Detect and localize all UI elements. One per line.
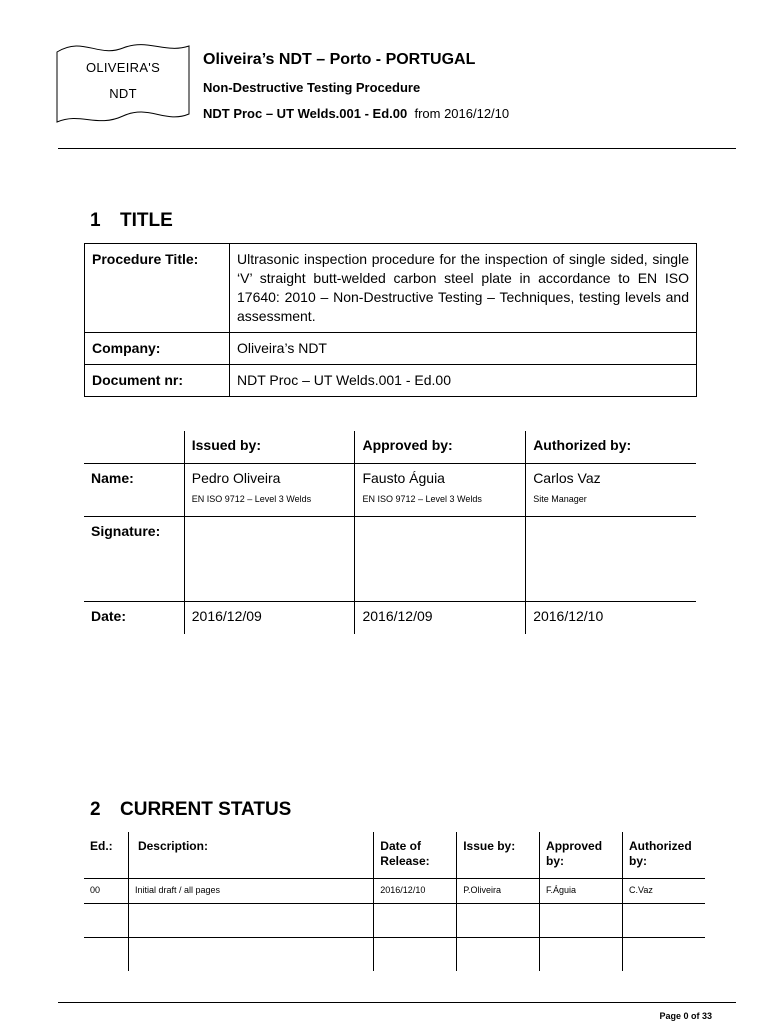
person-name: Fausto Águia (362, 470, 445, 486)
person-role: Site Manager (533, 494, 587, 504)
header-authorized: Authorized by: (526, 431, 696, 464)
row-label: Procedure Title: (85, 244, 230, 333)
row-label: Company: (85, 333, 230, 365)
person-cell (184, 464, 355, 517)
person-cell (526, 464, 696, 517)
section-2-heading (90, 799, 291, 821)
company-logo (53, 40, 193, 132)
cell: C.Vaz (622, 879, 705, 904)
section-1-number: 1 (90, 210, 101, 231)
table-row (84, 431, 696, 464)
table-row (84, 517, 696, 602)
status-table (84, 832, 705, 971)
date-value: 2016/12/09 (184, 602, 355, 635)
col-header: Issue by: (457, 832, 540, 879)
logo-text-line1: OLIVEIRA'S (85, 60, 161, 75)
table-row (85, 365, 697, 397)
person-name: Pedro Oliveira (191, 470, 281, 486)
table-row (84, 832, 705, 879)
person-name: Carlos Vaz (533, 470, 601, 486)
header-issued: Issued by: (184, 431, 355, 464)
row-label: Document nr: (85, 365, 230, 397)
col-header: Description: (128, 832, 373, 879)
col-header: Ed.: (84, 832, 128, 879)
doc-date: from 2016/12/10 (414, 106, 510, 121)
header-company: Oliveira’s NDT – Porto - PORTUGAL (203, 51, 476, 68)
cell: Initial draft / all pages (128, 879, 373, 904)
header-subtitle: Non-Destructive Testing Procedure (203, 80, 421, 95)
row-value: Ultrasonic inspection procedure for the inspection of single sided, single ‘V’ straight butt-welded carbon steel plate in accordance to EN ISO 17640: 2010 – Non-Destructive Testing – Techniques, testing levels and assessment. (230, 244, 697, 333)
table-row (84, 879, 705, 904)
cell: F.Águia (540, 879, 623, 904)
header-divider (58, 148, 736, 149)
cell: 2016/12/10 (374, 879, 457, 904)
section-1-title: TITLE (120, 210, 173, 231)
table-row (84, 938, 705, 972)
signature-label: Signature: (84, 517, 184, 602)
person-cell (355, 464, 526, 517)
header-document-ref (203, 106, 509, 121)
col-header: Authorized by: (622, 832, 705, 879)
table-row (85, 244, 697, 333)
cell: P.Oliveira (457, 879, 540, 904)
section-2-title: CURRENT STATUS (120, 799, 292, 820)
col-header: Approved by: (540, 832, 623, 879)
signature-box (184, 517, 355, 602)
section-2-number: 2 (90, 799, 101, 820)
col-header: Date of Release: (374, 832, 457, 879)
title-table (84, 243, 697, 397)
person-role: EN ISO 9712 – Level 3 Welds (362, 494, 482, 504)
doc-ref: NDT Proc – UT Welds.001 - Ed.00 (203, 106, 408, 121)
signatures-table (84, 431, 696, 634)
row-value: Oliveira’s NDT (230, 333, 697, 365)
page-number: Page 0 of 33 (659, 1011, 712, 1021)
header-approved: Approved by: (355, 431, 526, 464)
table-row (84, 904, 705, 938)
date-value: 2016/12/09 (355, 602, 526, 635)
cell: 00 (84, 879, 128, 904)
table-row (85, 333, 697, 365)
table-row (84, 464, 696, 517)
person-role: EN ISO 9712 – Level 3 Welds (191, 494, 312, 504)
signature-box (355, 517, 526, 602)
table-row (84, 602, 696, 635)
date-label: Date: (91, 608, 127, 624)
logo-text-line2: NDT (109, 86, 137, 101)
row-value: NDT Proc – UT Welds.001 - Ed.00 (230, 365, 697, 397)
signature-box (526, 517, 696, 602)
footer-divider (58, 1002, 736, 1003)
section-1-heading (90, 210, 173, 232)
name-label: Name: (84, 464, 184, 517)
date-value: 2016/12/10 (526, 602, 696, 635)
